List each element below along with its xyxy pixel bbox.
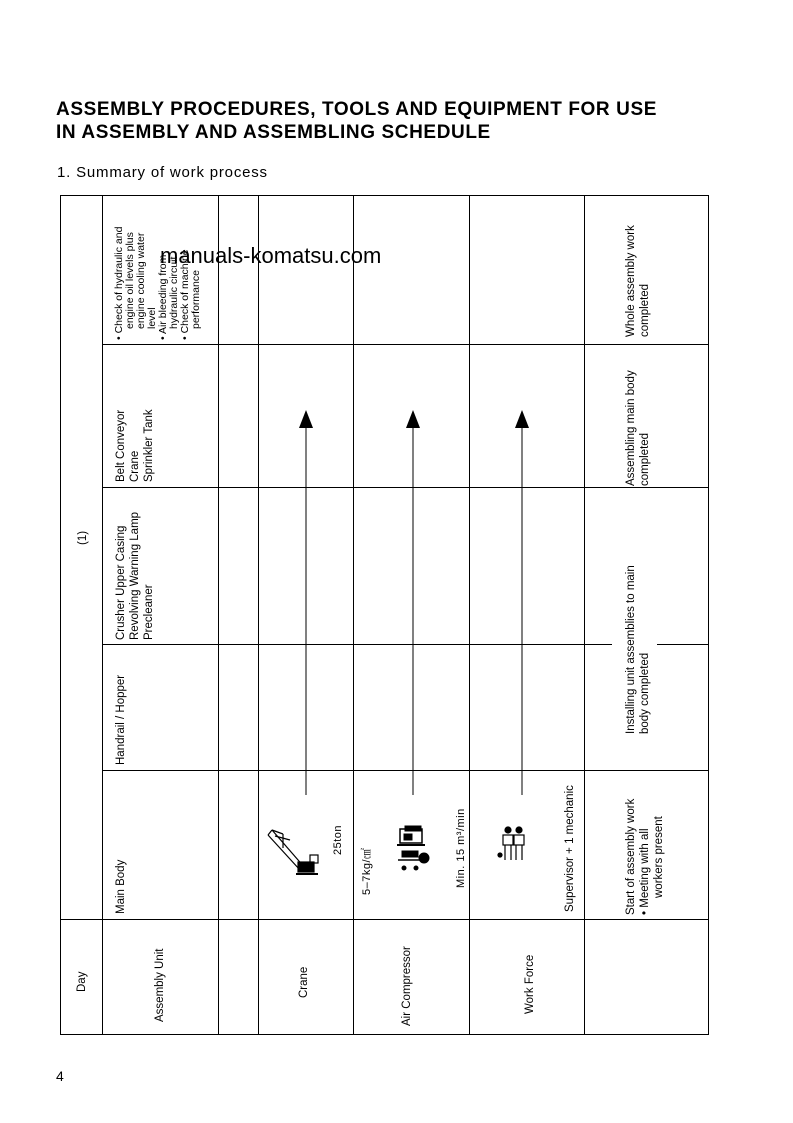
row-header-day: Day bbox=[76, 971, 88, 992]
milestone-installing bbox=[624, 565, 652, 734]
compressor-arrow-head bbox=[406, 410, 420, 428]
check-item: • Air bleeding from bbox=[158, 227, 169, 340]
workers-icon bbox=[498, 827, 524, 860]
milestone-installing-line-2: body completed bbox=[639, 652, 651, 734]
air-flow: Min. 15 m³/min bbox=[455, 808, 467, 888]
unit-crane: Crane bbox=[129, 450, 141, 482]
unit-checks-group bbox=[114, 227, 202, 340]
crane-capacity: 25ton bbox=[332, 824, 344, 855]
compressor-icon bbox=[397, 826, 429, 870]
milestone-main-body-line-1: Assembling main body bbox=[625, 370, 637, 486]
page-number: 4 bbox=[56, 1068, 64, 1084]
milestone-start bbox=[624, 799, 666, 915]
milestone-whole-line-1: Whole assembly work bbox=[625, 225, 637, 337]
check-item: performance bbox=[190, 270, 202, 329]
check-item: level bbox=[146, 307, 158, 329]
crane-icon bbox=[268, 830, 318, 874]
watermark: manuals-komatsu.com bbox=[160, 243, 382, 268]
row-header-crane: Crane bbox=[298, 966, 310, 998]
section-subtitle: 1. Summary of work process bbox=[57, 164, 268, 181]
milestone-installing-line-1: Installing unit assemblies to main bbox=[625, 565, 637, 734]
milestone-start-line-3: workers present bbox=[653, 816, 665, 898]
row-header-work-force: Work Force bbox=[524, 954, 536, 1014]
milestone-start-line-1: Start of assembly work bbox=[625, 798, 637, 915]
milestone-main-body-line-2: completed bbox=[639, 432, 651, 486]
unit-belt-group bbox=[114, 409, 156, 482]
milestone-main-body bbox=[624, 370, 652, 486]
crane-arrow-head bbox=[299, 410, 313, 428]
milestone-whole-line-2: completed bbox=[639, 283, 651, 337]
page-title-line-2: IN ASSEMBLY AND ASSEMBLING SCHEDULE bbox=[56, 122, 491, 143]
unit-handrail-hopper: Handrail / Hopper bbox=[115, 674, 127, 765]
check-item: • Check of machine bbox=[180, 227, 191, 340]
day-value: (1) bbox=[77, 530, 89, 545]
unit-crusher-group bbox=[114, 512, 156, 640]
unit-precleaner: Precleaner bbox=[143, 584, 155, 640]
check-item: • Check of hydraulic and bbox=[114, 227, 125, 340]
workforce-arrow-head bbox=[515, 410, 529, 428]
unit-main-body: Main Body bbox=[115, 859, 127, 914]
check-item: hydraulic circuit bbox=[168, 256, 180, 329]
milestone-whole bbox=[624, 225, 652, 337]
work-force-text: Supervisor + 1 mechanic bbox=[564, 785, 576, 912]
milestone-start-line-2: • Meeting with all bbox=[638, 799, 652, 915]
check-item: engine cooling water bbox=[135, 232, 147, 329]
check-item: engine oil levels plus bbox=[124, 232, 136, 329]
row-header-assembly-unit: Assembly Unit bbox=[154, 948, 166, 1022]
unit-crusher-upper-casing: Crusher Upper Casing bbox=[115, 525, 127, 640]
air-pressure: 5–7kg/㎠ bbox=[361, 847, 373, 895]
page-title-line-1: ASSEMBLY PROCEDURES, TOOLS AND EQUIPMENT FOR USE bbox=[56, 99, 657, 120]
row-header-air-compressor: Air Compressor bbox=[401, 946, 413, 1026]
unit-belt-conveyor: Belt Conveyor bbox=[115, 409, 127, 482]
unit-sprinkler-tank: Sprinkler Tank bbox=[143, 409, 155, 482]
unit-revolving-warning-lamp: Revolving Warning Lamp bbox=[129, 511, 141, 640]
